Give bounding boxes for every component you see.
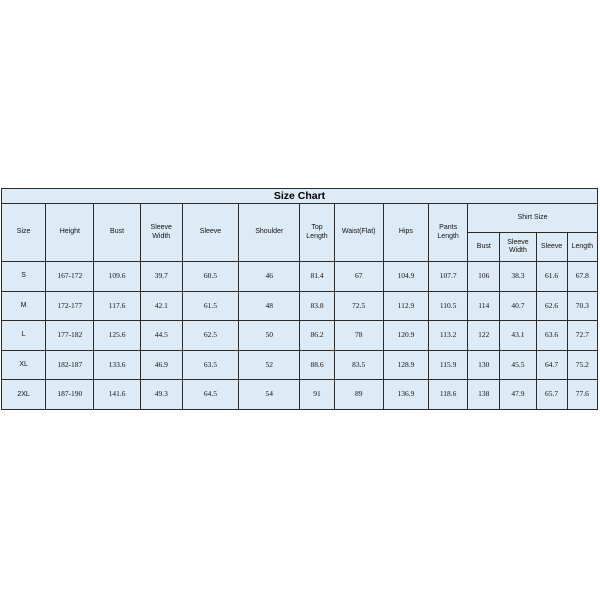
table-cell: 125.6	[94, 321, 140, 351]
table-cell: M	[2, 291, 46, 321]
header-top-length: Top Length	[300, 204, 334, 262]
table-cell: 64.5	[182, 380, 238, 410]
table-row	[2, 350, 598, 380]
header-shirt-size: Shirt Size	[468, 204, 598, 233]
table-cell: 172-177	[46, 291, 94, 321]
table-cell: 40.7	[500, 291, 536, 321]
header-shirt-length: Length	[567, 233, 597, 262]
table-cell: 46.9	[140, 350, 182, 380]
table-cell: 115.9	[429, 350, 468, 380]
table-cell: 38.3	[500, 262, 536, 292]
table-cell: 61.6	[536, 262, 567, 292]
table-cell: 88.6	[300, 350, 334, 380]
table-cell: 91	[300, 380, 334, 410]
table-cell: 81.4	[300, 262, 334, 292]
table-cell: 77.6	[567, 380, 597, 410]
header-size: Size	[2, 204, 46, 262]
table-title: Size Chart	[2, 189, 598, 204]
table-cell: 72.5	[334, 291, 383, 321]
table-cell: 46	[239, 262, 300, 292]
table-cell: 110.5	[429, 291, 468, 321]
table-row	[2, 321, 598, 351]
table-cell: 187-190	[46, 380, 94, 410]
header-shoulder: Shoulder	[239, 204, 300, 262]
table-cell: 62.5	[182, 321, 238, 351]
table-row	[2, 291, 598, 321]
table-cell: 133.6	[94, 350, 140, 380]
table-cell: 67	[334, 262, 383, 292]
table-cell: 61.5	[182, 291, 238, 321]
table-cell: 138	[468, 380, 500, 410]
table-cell: 50	[239, 321, 300, 351]
table-cell: 47.9	[500, 380, 536, 410]
table-cell: 62.6	[536, 291, 567, 321]
table-row	[2, 262, 598, 292]
table-cell: 63.5	[182, 350, 238, 380]
table-cell: 182-187	[46, 350, 94, 380]
header-height: Height	[46, 204, 94, 262]
table-cell: 130	[468, 350, 500, 380]
header-sleeve-width: Sleeve Width	[140, 204, 182, 262]
table-cell: 107.7	[429, 262, 468, 292]
table-cell: 122	[468, 321, 500, 351]
header-shirt-sleeve-width: Sleeve Width	[500, 233, 536, 262]
table-cell: 67.8	[567, 262, 597, 292]
table-cell: 44.5	[140, 321, 182, 351]
table-cell: 60.5	[182, 262, 238, 292]
table-cell: 89	[334, 380, 383, 410]
table-cell: 112.9	[383, 291, 428, 321]
header-shirt-bust: Bust	[468, 233, 500, 262]
header-bust: Bust	[94, 204, 140, 262]
table-cell: 48	[239, 291, 300, 321]
table-cell: S	[2, 262, 46, 292]
table-cell: 109.6	[94, 262, 140, 292]
size-chart-table	[1, 188, 598, 410]
table-cell: 118.6	[429, 380, 468, 410]
table-cell: 83.8	[300, 291, 334, 321]
table-cell: 42.1	[140, 291, 182, 321]
table-cell: 120.9	[383, 321, 428, 351]
table-cell: 113.2	[429, 321, 468, 351]
table-cell: 117.6	[94, 291, 140, 321]
header-hips: Hips	[383, 204, 428, 262]
table-cell: 78	[334, 321, 383, 351]
table-cell: 141.6	[94, 380, 140, 410]
table-cell: 136.9	[383, 380, 428, 410]
table-cell: 65.7	[536, 380, 567, 410]
table-cell: 2XL	[2, 380, 46, 410]
table-cell: 52	[239, 350, 300, 380]
table-row	[2, 380, 598, 410]
header-pants-length: Pants Length	[429, 204, 468, 262]
table-cell: 63.6	[536, 321, 567, 351]
table-cell: 83.5	[334, 350, 383, 380]
table-cell: 167-172	[46, 262, 94, 292]
table-cell: 54	[239, 380, 300, 410]
table-cell: 177-182	[46, 321, 94, 351]
table-cell: 104.9	[383, 262, 428, 292]
table-cell: 64.7	[536, 350, 567, 380]
header-shirt-sleeve: Sleeve	[536, 233, 567, 262]
table-cell: 45.5	[500, 350, 536, 380]
table-cell: 106	[468, 262, 500, 292]
table-cell: 75.2	[567, 350, 597, 380]
table-cell: 128.9	[383, 350, 428, 380]
table-cell: 86.2	[300, 321, 334, 351]
header-sleeve: Sleeve	[182, 204, 238, 262]
table-cell: 114	[468, 291, 500, 321]
table-cell: 70.3	[567, 291, 597, 321]
header-waist: Waist(Flat)	[334, 204, 383, 262]
table-cell: 43.1	[500, 321, 536, 351]
table-cell: 49.3	[140, 380, 182, 410]
table-cell: 72.7	[567, 321, 597, 351]
table-cell: 39.7	[140, 262, 182, 292]
table-cell: XL	[2, 350, 46, 380]
table-cell: L	[2, 321, 46, 351]
